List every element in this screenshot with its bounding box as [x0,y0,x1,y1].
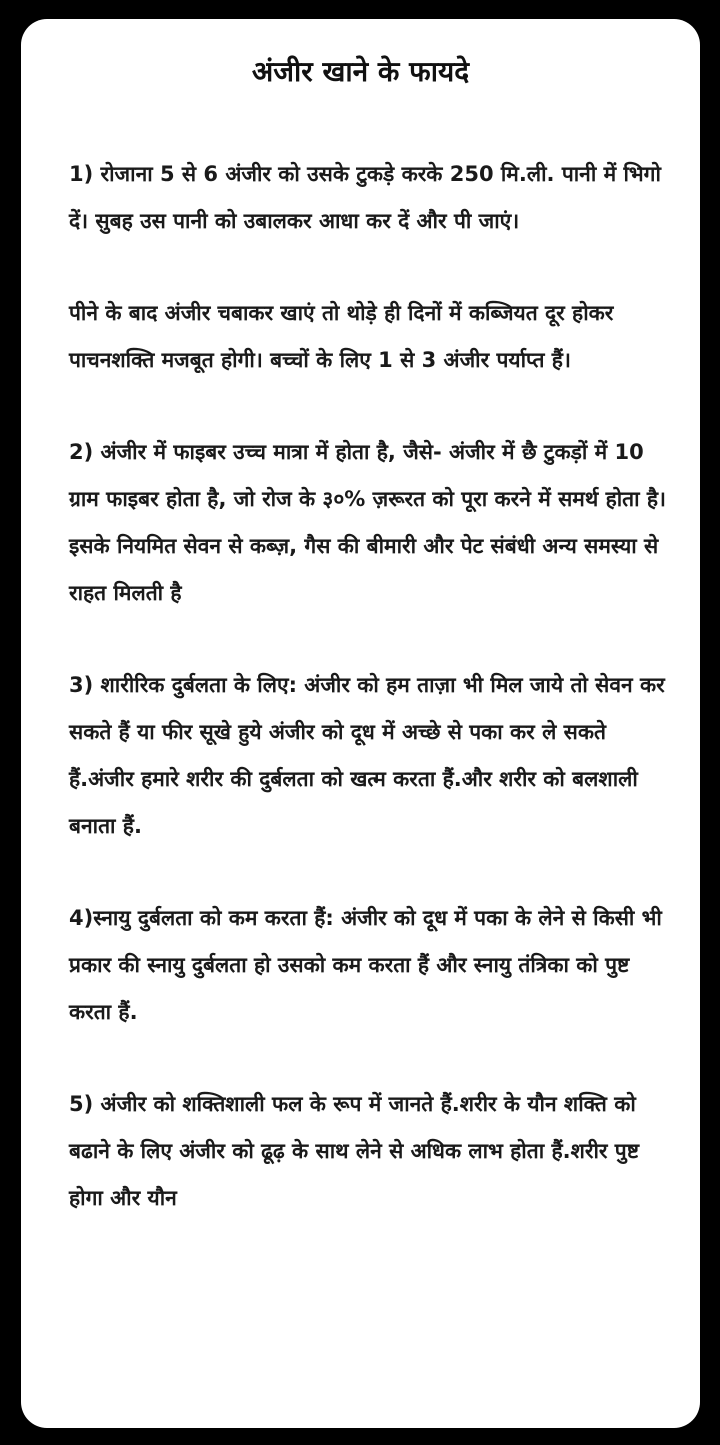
paragraph-4: 3) शारीरिक दुर्बलता के लिए: अंजीर को हम ताज़ा भी मिल जाये तो सेवन कर सकते हैं या फीर सूखे हुये अंजीर को दूध में अच्छे से पका कर ले सकते हैं.अंजीर हमारे शरीर की दुर्बलता को खत्म करता हैं.और शरीर को बलशाली बनाता हैं. [69,673,665,838]
article-title: अंजीर खाने के फायदे [251,55,470,88]
paragraph-3: 2) अंजीर में फाइबर उच्च मात्रा में होता है, जैसे- अंजीर में छै टुकड़ों में 10 ग्राम फाइबर होता है, जो रोज के ३०% ज़रूरत को पूरा करने में समर्थ होता है। इसके नियमित सेवन से कब्ज़, गैस की बीमारी और पेट संबंधी अन्य समस्या से राहत मिलती है [69,440,666,605]
paragraph-1: 1) रोजाना 5 से 6 अंजीर को उसके टुकड़े करके 250 मि.ली. पानी में भिगो दें। सुबह उस पानी को उबालकर आधा कर दें और पी जाएं। [69,162,661,233]
article-card [21,19,700,1428]
paragraph-6: 5) अंजीर को शक्तिशाली फल के रूप में जानते हैं.शरीर के यौन शक्ति को बढाने के लिए अंजीर को ढूढ़ के साथ लेने से अधिक लाभ होता हैं.शरीर पुष्ट होगा और यौन [69,1092,639,1210]
paragraph-2: पीने के बाद अंजीर चबाकर खाएं तो थोड़े ही दिनों में कब्जियत दूर होकर पाचनशक्ति मजबूत होगी। बच्चों के लिए 1 से 3 अंजीर पर्याप्त हैं। [69,301,614,372]
article-body [69,151,669,1267]
paragraph-5: 4)स्नायु दुर्बलता को कम करता हैं: अंजीर को दूध में पका के लेने से किसी भी प्रकार की स्नायु दुर्बलता हो उसको कम करता हैं और स्नायु तंत्रिका को पुष्ट करता हैं. [69,906,662,1024]
